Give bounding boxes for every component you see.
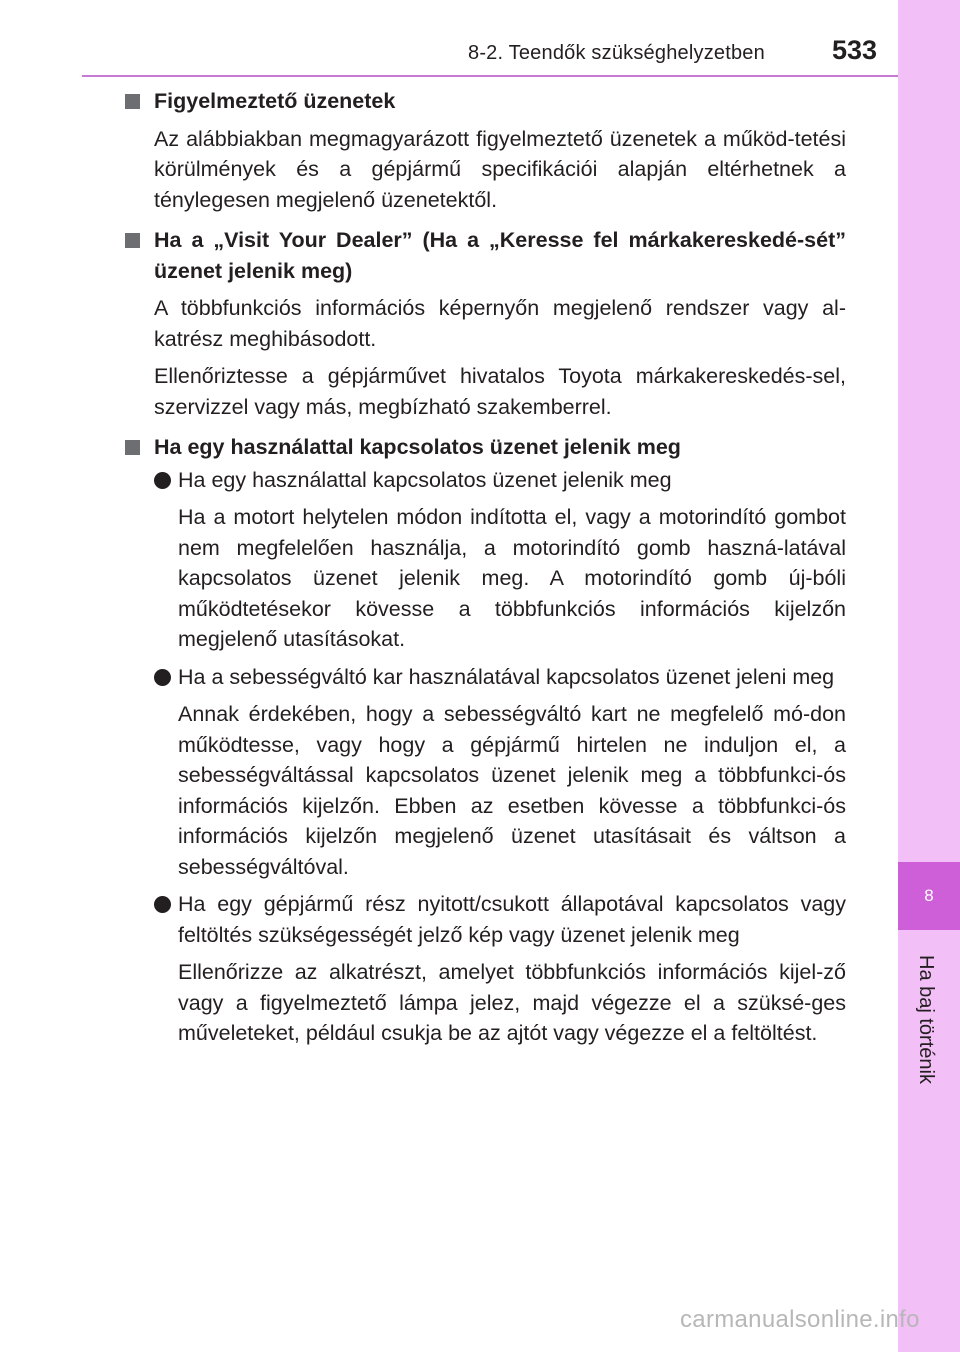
square-bullet-icon (125, 440, 140, 455)
bullet-item (124, 465, 846, 496)
section-heading (124, 225, 846, 286)
heading-text: Ha a „Visit Your Dealer” (Ha a „Keresse fel márkakereskedé-sét” üzenet jelenik meg) (154, 228, 846, 283)
square-bullet-icon (125, 94, 140, 109)
bullet-text: Ha egy gépjármű rész nyitott/csukott állapotával kapcsolatos vagy feltöltés szükségességét jelző kép vagy üzenet jelenik meg (178, 892, 846, 947)
section-heading (124, 86, 846, 117)
round-bullet-icon (154, 669, 171, 686)
bullet-text: Ha egy használattal kapcsolatos üzenet jelenik meg (178, 467, 672, 492)
watermark-text: carmanualsonline.info (680, 1306, 920, 1333)
chapter-number-box (898, 862, 960, 930)
bullet-text: Ha a sebességváltó kar használatával kapcsolatos üzenet jeleni meg (178, 664, 835, 689)
header-divider (82, 75, 898, 77)
page-number: 533 (832, 35, 878, 65)
paragraph: Az alábbiakban megmagyarázott figyelmeztető üzenetek a működ-tetési körülmények és a gépjármű specifikációi alapján eltérhetnek a ténylegesen megjelenő üzenetektől. (154, 126, 846, 212)
section-header-title: 8-2. Teendők szükséghelyzetben (468, 42, 765, 64)
round-bullet-icon (154, 896, 171, 913)
paragraph: Ellenőriztesse a gépjárművet hivatalos Toyota márkakereskedés-sel, szervizzel vagy más, megbízható szakemberrel. (154, 364, 846, 419)
chapter-title: Ha baj történik (915, 955, 937, 1084)
heading-text: Ha egy használattal kapcsolatos üzenet jelenik meg (154, 435, 681, 459)
bullet-item (124, 662, 846, 693)
paragraph: A többfunkciós információs képernyőn megjelenő rendszer vagy al-katrész meghibásodott. (154, 296, 846, 351)
bullet-description: Annak érdekében, hogy a sebességváltó kart ne megfelelő mó-don működtesse, vagy hogy a gépjármű hirtelen ne induljon el, a sebességváltással kapcsolatos üzenet jelenik meg a többfunkci-ós információs kijelzőn. Ebben az esetben kövesse a többfunkci-ós információs kijelzőn megjelenő üzenet utasításait és váltson a sebességváltóval. (178, 702, 846, 879)
page-content (124, 86, 846, 1049)
square-bullet-icon (125, 233, 140, 248)
section-heading (124, 432, 846, 463)
chapter-number: 8 (924, 886, 934, 905)
bullet-item (124, 889, 846, 950)
round-bullet-icon (154, 472, 171, 489)
bullet-description: Ellenőrizze az alkatrészt, amelyet többfunkciós információs kijel-ző vagy a figyelmeztető lámpa jelez, majd végezze el a szüksé-ges műveleteket, például csukja be az ajtót vagy végezze el a feltöltést. (178, 960, 846, 1045)
heading-text: Figyelmeztető üzenetek (154, 89, 396, 113)
bullet-description: Ha a motort helytelen módon indította el, vagy a motorindító gombot nem megfelelően használja, a motorindító gomb haszná-latával kapcsolatos üzenet jelenik meg. A motorindító gomb új-bóli működtetésekor kövesse a többfunkciós információs kijelzőn megjelenő utasításokat. (178, 505, 846, 651)
chapter-side-tab (898, 0, 960, 1352)
